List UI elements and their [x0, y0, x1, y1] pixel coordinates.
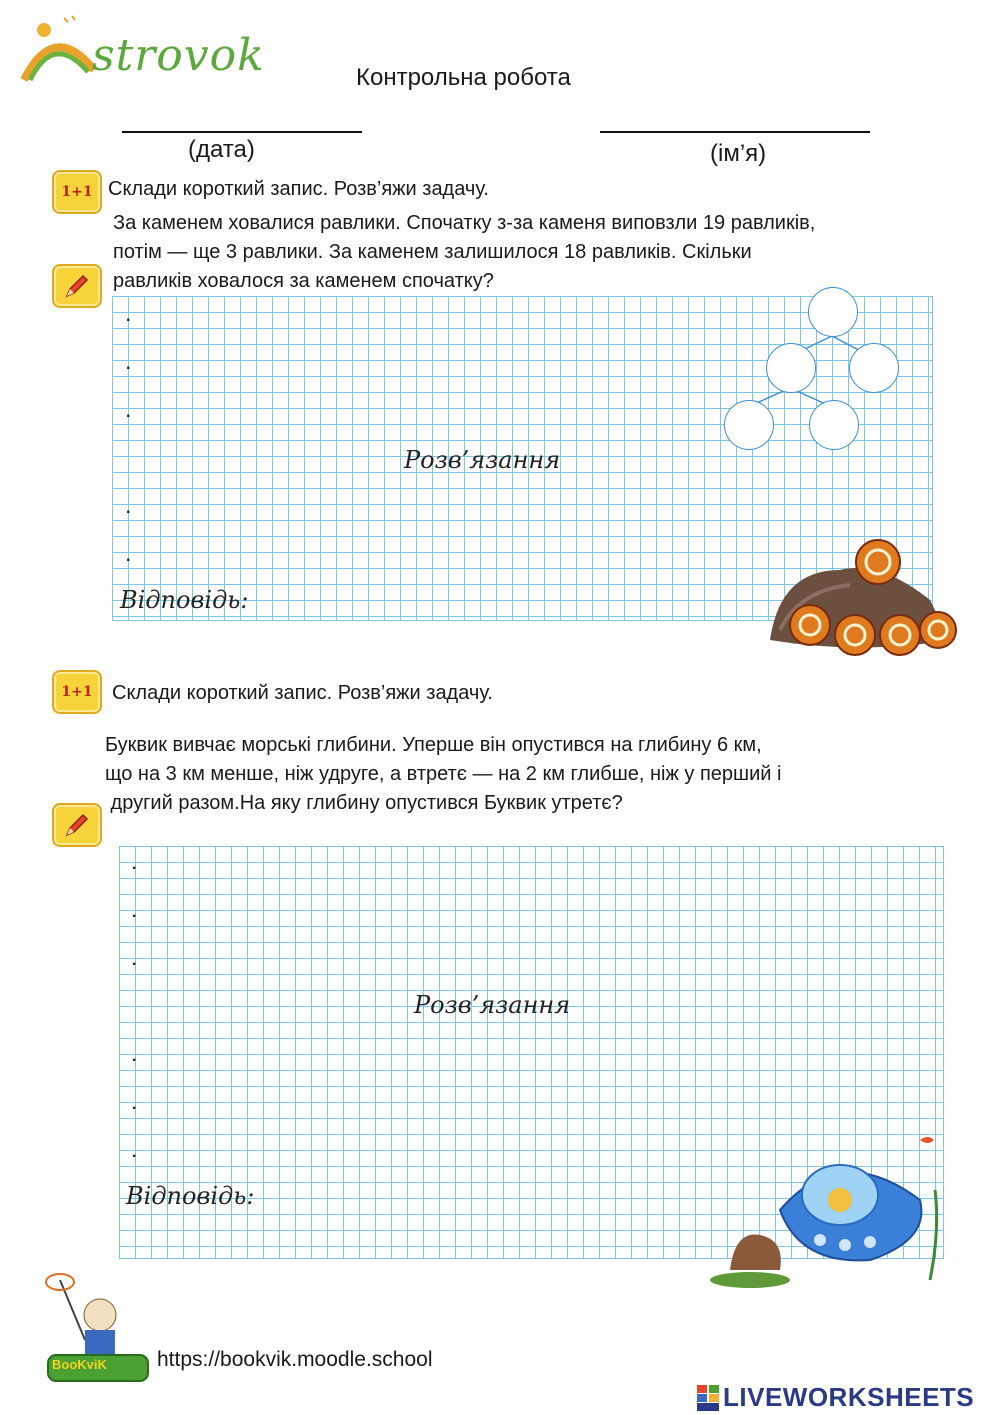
bookvik-mascot	[40, 1270, 150, 1390]
task2-problem-line: що на 3 км менше, ніж удруге, а втретє — на 2 км глибше, ніж у перший і	[105, 763, 782, 785]
grid-dot: .	[132, 1048, 137, 1065]
grid-dot: .	[126, 404, 131, 421]
pencil-icon	[63, 811, 91, 839]
scheme-circle-bottom-right[interactable]	[809, 400, 859, 450]
liveworksheets-logo-icon	[697, 1385, 719, 1411]
grid-dot: .	[132, 856, 137, 873]
date-label: (дата)	[188, 136, 255, 163]
scheme-circle-left[interactable]	[766, 343, 816, 393]
task1-instruction: Склади короткий запис. Розв’яжи задачу.	[108, 178, 489, 200]
task2-pencil-badge	[52, 803, 102, 847]
grid-dot: .	[132, 1096, 137, 1113]
task2-answer-label: Відповідь:	[126, 1182, 255, 1210]
task2-badge: 1+1	[52, 670, 102, 714]
task2-problem-line: другий разом.На яку глибину опустився Буквик утретє?	[105, 792, 623, 814]
grid-dot: .	[132, 1144, 137, 1161]
logo-text: strovok	[92, 30, 265, 81]
pencil-icon	[63, 272, 91, 300]
mascot-label: BooKviK	[52, 1357, 107, 1372]
grid-dot: .	[132, 952, 137, 969]
task2-problem-line: Буквик вивчає морські глибини. Уперше він опустився на глибину 6 км,	[105, 734, 762, 756]
task2-solution-label: Розв’язання	[414, 991, 571, 1019]
ostrovok-logo	[14, 10, 274, 90]
scheme-circle-bottom-left[interactable]	[724, 400, 774, 450]
brand-text: LIVEWORKSHEETS	[723, 1382, 975, 1412]
snail-illustration	[760, 530, 960, 670]
page-title: Контрольна робота	[356, 64, 571, 91]
sun-logo-icon	[14, 10, 104, 90]
task2-instruction: Склади короткий запис. Розв’яжи задачу.	[112, 682, 493, 704]
scheme-circle-right[interactable]	[849, 343, 899, 393]
grid-dot: .	[132, 904, 137, 921]
grid-dot: .	[126, 548, 131, 565]
task1-pencil-badge	[52, 264, 102, 308]
grid-dot: .	[126, 356, 131, 373]
grid-dot: .	[126, 500, 131, 517]
task1-problem-line: потім — ще 3 равлики. За каменем залишилося 18 равликів. Скільки	[113, 241, 752, 263]
task1-problem-line: За каменем ховалися равлики. Спочатку з-за каменя виповзли 19 равликів,	[113, 212, 816, 234]
task1-problem	[113, 209, 815, 296]
task1-badge: 1+1	[52, 170, 102, 214]
task1-solution-label: Розв’язання	[404, 446, 561, 474]
task1-answer-label: Відповідь:	[120, 586, 249, 614]
submarine-illustration	[690, 1130, 960, 1300]
grid-dot: .	[126, 308, 131, 325]
task2-problem	[105, 731, 781, 818]
scheme-circle-top[interactable]	[808, 287, 858, 337]
name-label: (ім’я)	[710, 140, 767, 167]
task1-problem-line: равликів ховалося за каменем спочатку?	[113, 270, 494, 292]
date-line[interactable]	[122, 131, 362, 133]
name-line[interactable]	[600, 131, 870, 133]
footer-url[interactable]: https://bookvik.moodle.school	[157, 1348, 433, 1371]
liveworksheets-brand[interactable]	[697, 1382, 974, 1413]
